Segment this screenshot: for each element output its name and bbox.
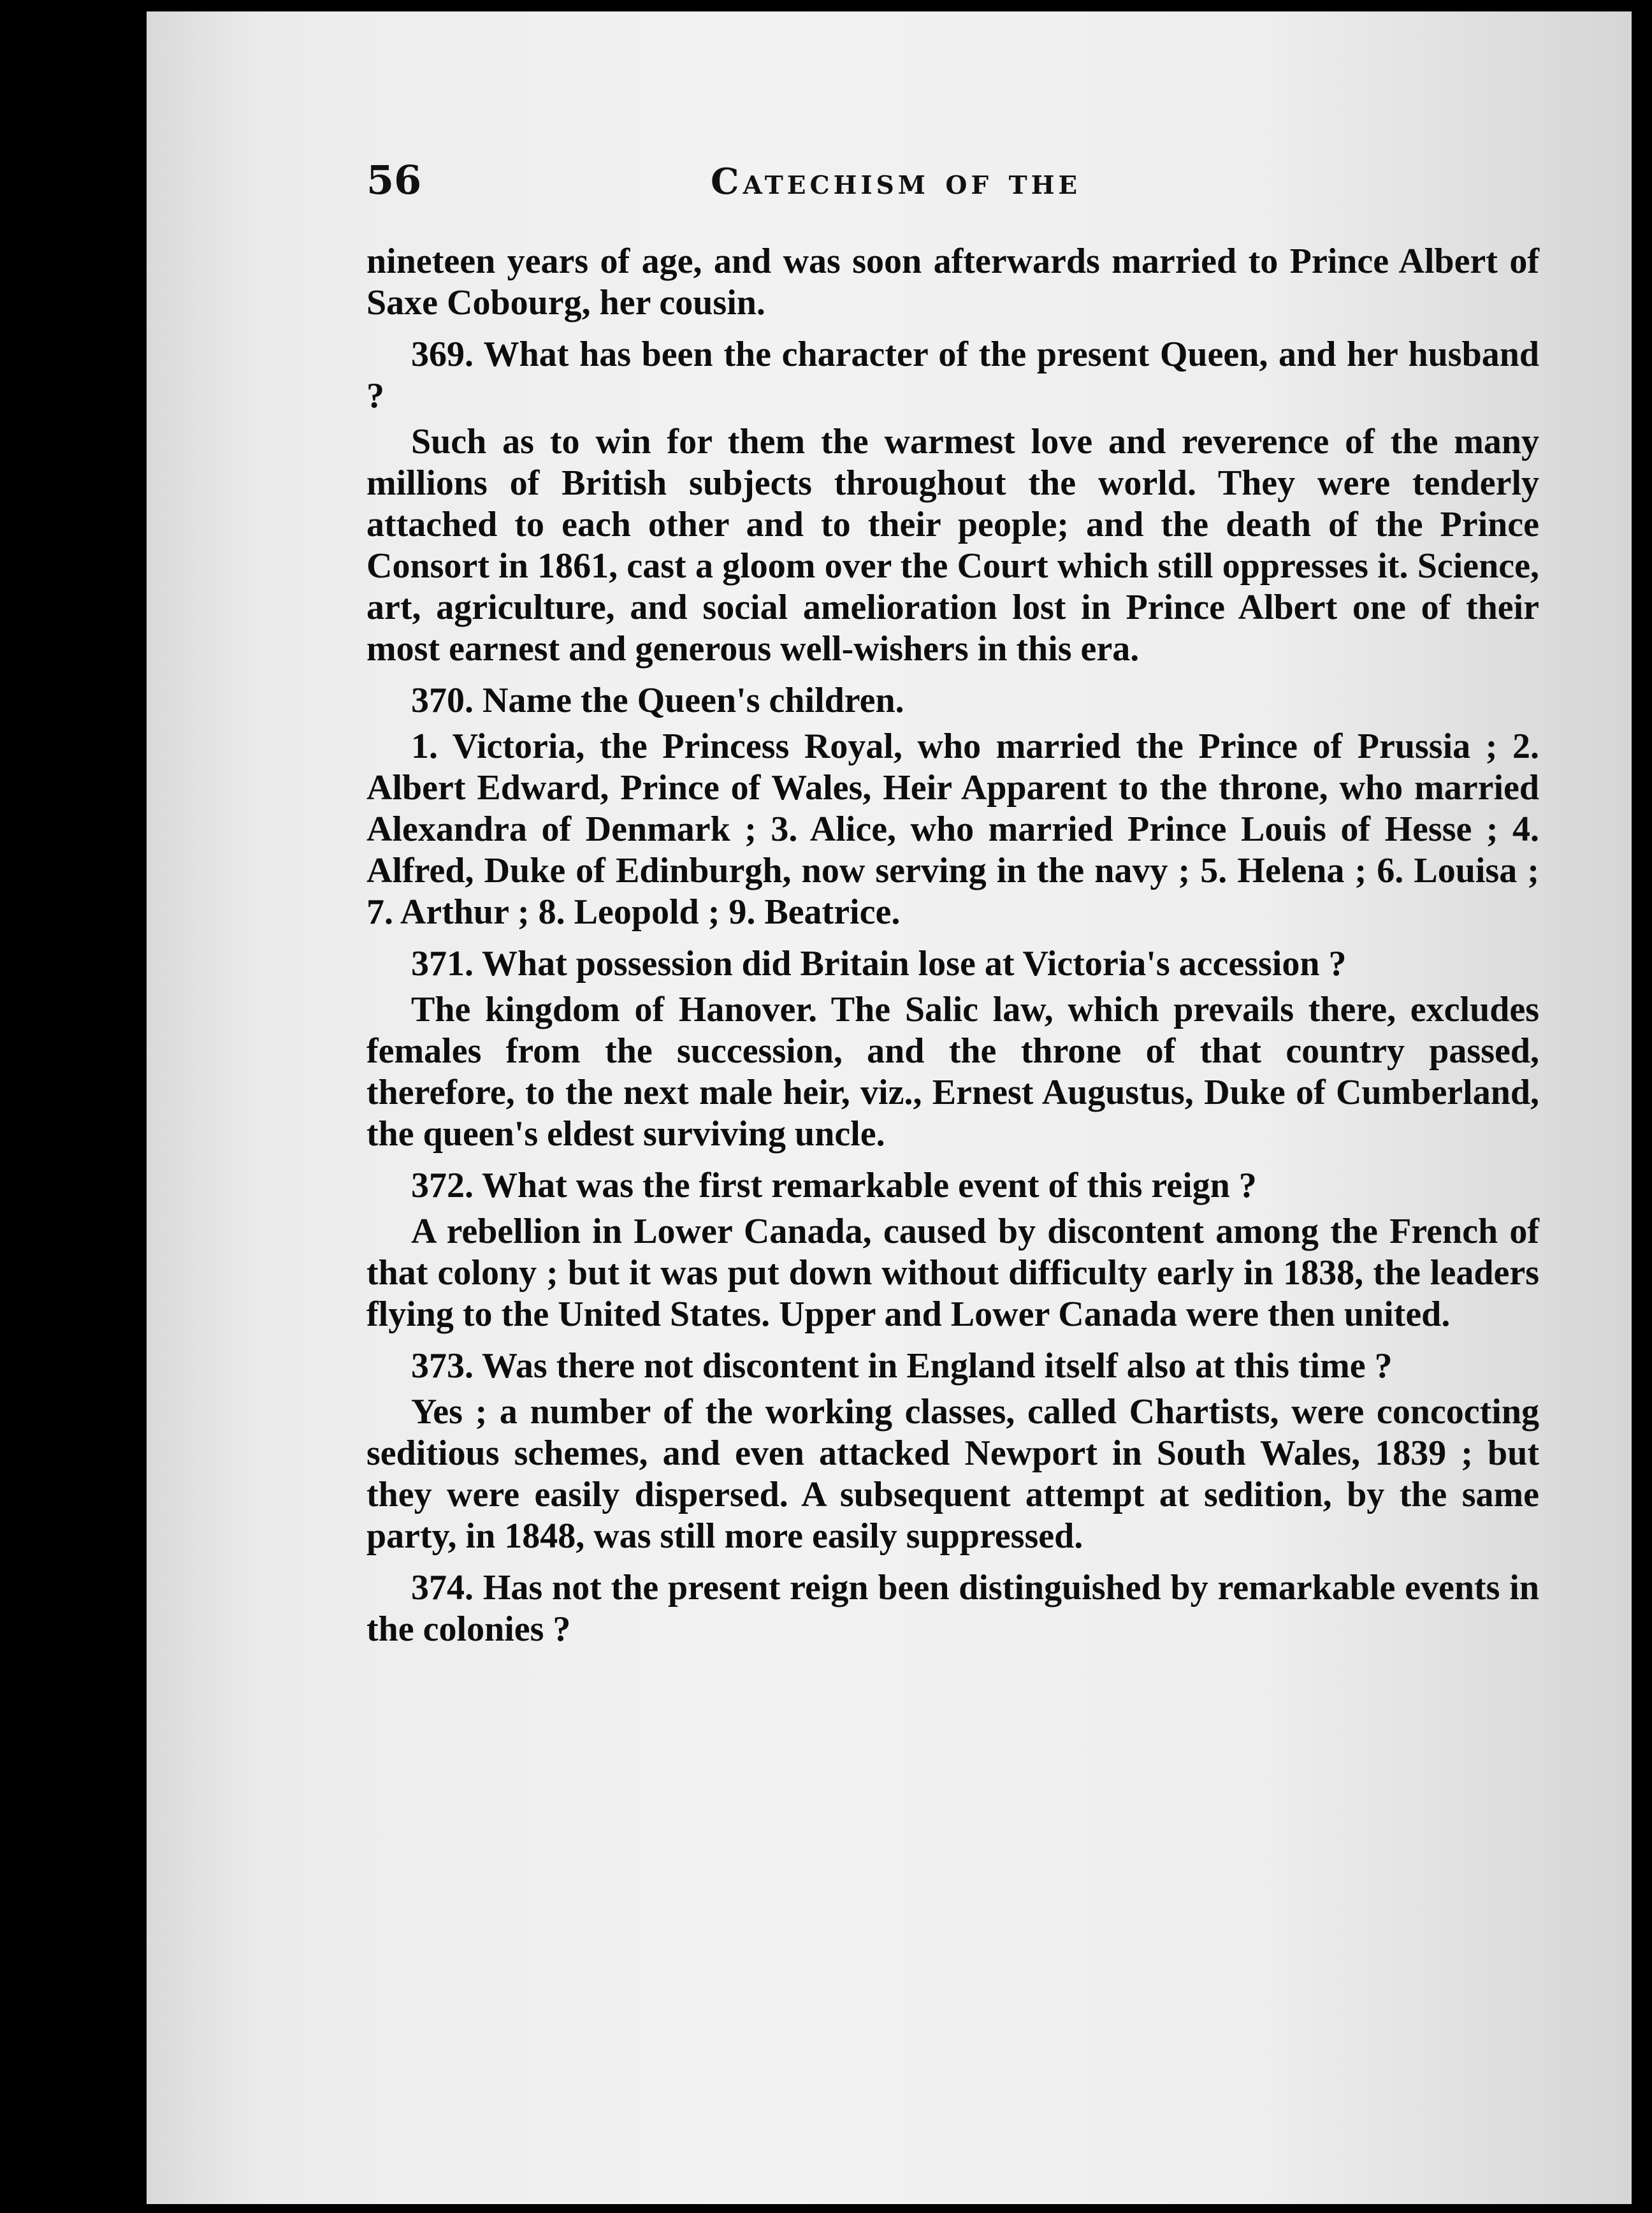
question-372: 372. What was the first remarkable event of this reign ?: [411, 1166, 1257, 1205]
answer-370: 1. Victoria, the Princess Royal, who married the Prince of Prussia ; 2. Albert Edward, Prince of Wales, Heir Apparent to the throne, who married Alexandra of Denmark ; 3. Alice, who married Prince Louis of Hesse ; 4. Alfred, Duke of Edinburgh, now serving in the navy ; 5. Helena ; 6. Louisa ; 7. Arthur ; 8. Leopold ; 9. Beatrice.: [366, 727, 1539, 932]
answer-373: Yes ; a number of the working classes, called Chartists, were concocting seditious schemes, and even attacked Newport in South Wales, 1839 ; but they were easily dispersed. A subsequent attempt at sedition, by the same party, in 1848, was still more easily suppressed.: [366, 1392, 1539, 1556]
answer-372: A rebellion in Lower Canada, caused by discontent among the French of that colony ; but it was put down without difficulty early in 1838, the leaders flying to the United States. Upper and Lower Canada were then united.: [366, 1212, 1539, 1334]
running-head: Catechism of the: [711, 161, 1082, 203]
answer-371: The kingdom of Hanover. The Salic law, which prevails there, excludes females from the succession, and the throne of that country passed, therefore, to the next male heir, viz., Ernest Augustus, Duke of Cumberland, the queen's eldest surviving uncle.: [366, 990, 1539, 1154]
page-header: [366, 157, 1514, 208]
answer-paragraph: nineteen years of age, and was soon afterwards married to Prince Albert of Saxe Cobourg, her cousin.: [366, 242, 1539, 323]
question-373: 373. Was there not discontent in England itself also at this time ?: [411, 1346, 1393, 1386]
book-page: [147, 11, 1632, 2204]
question-370: 370. Name the Queen's children.: [411, 681, 904, 720]
question-371: 371. What possession did Britain lose at Victoria's accession ?: [411, 944, 1347, 983]
question-369: 369. What has been the character of the present Queen, and her husband ?: [366, 335, 1539, 416]
page-number: 56: [366, 157, 422, 203]
answer-369: Such as to win for them the warmest love and reverence of the many millions of British subjects throughout the world. They were tenderly attached to each other and to their people; and the death of the Prince Consort in 1861, cast a gloom over the Court which still oppresses it. Science, art, agriculture, and social amelioration lost in Prince Albert one of their most earnest and generous well-wishers in this era.: [366, 422, 1539, 669]
question-374: 374. Has not the present reign been distinguished by remarkable events in the colonies ?: [366, 1568, 1539, 1649]
page-body: [366, 241, 1539, 1655]
